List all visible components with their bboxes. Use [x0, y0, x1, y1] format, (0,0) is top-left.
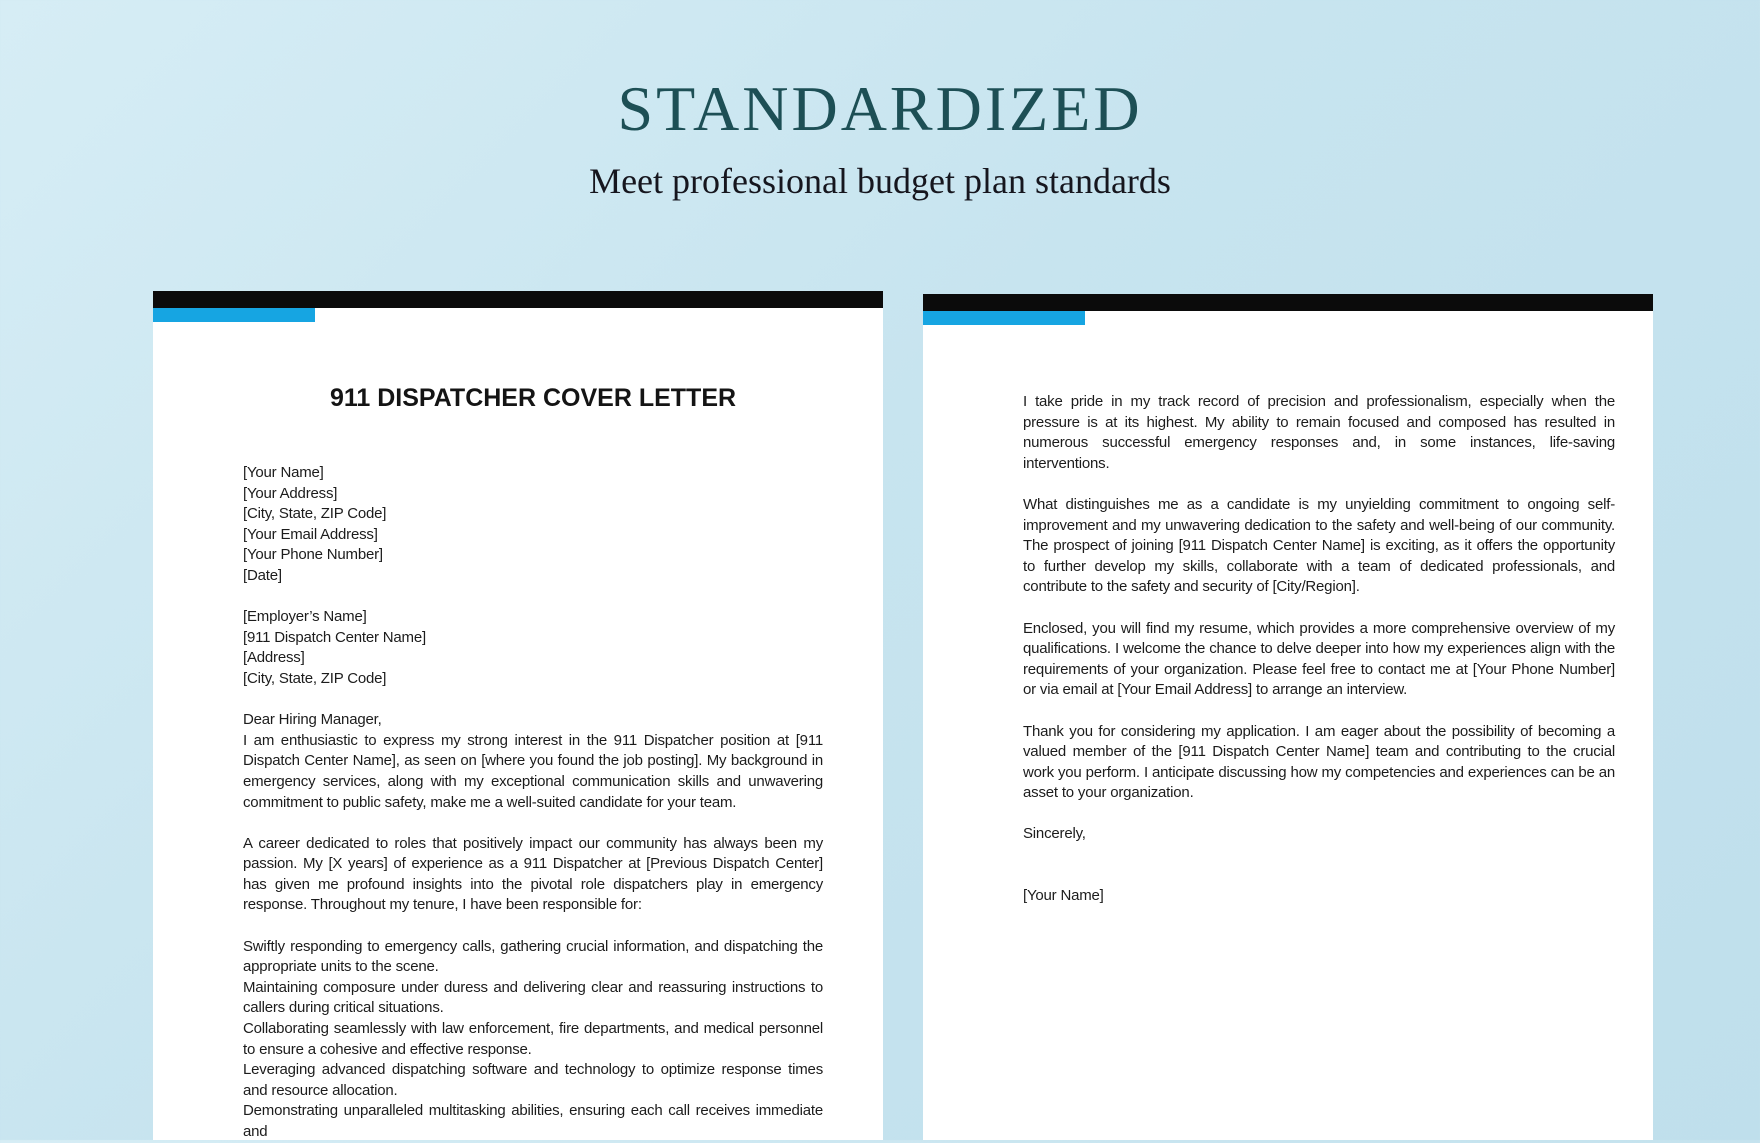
paragraph: Thank you for considering my application. I am eager about the possibility of becoming a valued member of the [911 Dispatch Center Name] team and contributing to the crucial work you perform. I anticipate discussing how my competencies and experiences can be an asset to your organization.: [1023, 722, 1615, 802]
duties-list: [243, 937, 823, 1143]
accent-bar: [153, 308, 315, 322]
sender-line: [Your Phone Number]: [243, 546, 383, 564]
sender-line: [City, State, ZIP Code]: [243, 505, 387, 523]
signature: [Your Name]: [1023, 887, 1104, 905]
duty-line: Swiftly responding to emergency calls, gathering crucial information, and dispatching the appropriate units to the scene.: [243, 937, 823, 976]
paragraph: I am enthusiastic to express my strong interest in the 911 Dispatcher position at [911 Dispatch Center Name], as seen on [where you found the job posting]. My background in emergency services, along with my exceptional communication skills and unwavering commitment to public safety, make me a well-suited candidate for your team.: [243, 731, 823, 811]
brand-title: STANDARDIZED: [617, 73, 1143, 144]
recipient-line: [911 Dispatch Center Name]: [243, 628, 426, 646]
duty-line: Leveraging advanced dispatching software and technology to optimize response times and resource allocation.: [243, 1061, 823, 1099]
cover-letter-page-2: [923, 294, 1653, 1140]
sender-address-block: [243, 463, 823, 587]
duty-line: Collaborating seamlessly with law enforcement, fire departments, and medical personnel to ensure a cohesive and effective response.: [243, 1020, 823, 1058]
sender-line: [Your Email Address]: [243, 525, 378, 543]
paragraph: What distinguishes me as a candidate is my unyielding commitment to ongoing self-improvement and my unwavering dedication to the safety and well-being of our community. The prospect of joining [911 Dispatch Center Name] is exciting, as it offers the opportunity to further develop my skills, collaborate with a team of dedicated professionals, and contribute to the safety and security of [City/Region].: [1023, 495, 1615, 596]
page-2-content: [923, 325, 1653, 907]
paragraph: Enclosed, you will find my resume, which provides a more comprehensive overview of my qualifications. I welcome the chance to delve deeper into how my experiences align with the requirements of your organization. Please feel free to contact me at [Your Phone Number] or via email at [Your Email Address] to arrange an interview.: [1023, 619, 1615, 699]
page-top-bar: [153, 291, 883, 308]
sender-line: [Date]: [243, 566, 282, 584]
paragraph: A career dedicated to roles that positively impact our community has always been my passion. My [X years] of experience as a 911 Dispatcher at [Previous Dispatch Center] has given me profound insights into the pivotal role dispatchers play in emergency response. Throughout my tenure, I have been responsible for:: [243, 834, 823, 914]
sender-line: [Your Address]: [243, 484, 338, 502]
recipient-line: [City, State, ZIP Code]: [243, 669, 387, 687]
sender-line: [Your Name]: [243, 464, 324, 481]
recipient-line: [Address]: [243, 649, 305, 667]
salutation: Dear Hiring Manager,: [243, 711, 382, 729]
duty-line: Maintaining composure under duress and delivering clear and reassuring instructions to callers during critical situations.: [243, 978, 823, 1017]
cover-letter-page-1: [153, 291, 883, 1140]
accent-bar: [923, 311, 1085, 325]
paragraph: I take pride in my track record of precision and professionalism, especially when the pressure is at its highest. My ability to remain focused and composed has resulted in numerous successful emergency responses and, in some instances, life-saving interventions.: [1023, 393, 1615, 472]
page-top-bar: [923, 294, 1653, 311]
recipient-address-block: [243, 607, 823, 689]
letter-title: 911 DISPATCHER COVER LETTER: [329, 384, 737, 412]
recipient-line: [Employer’s Name]: [243, 608, 367, 626]
closing: Sincerely,: [1023, 825, 1086, 843]
page-1-content: [153, 384, 883, 1143]
duty-line: Demonstrating unparalleled multitasking abilities, ensuring each call receives immediate and: [243, 1102, 823, 1140]
brand-tagline: Meet professional budget plan standards: [589, 161, 1171, 201]
